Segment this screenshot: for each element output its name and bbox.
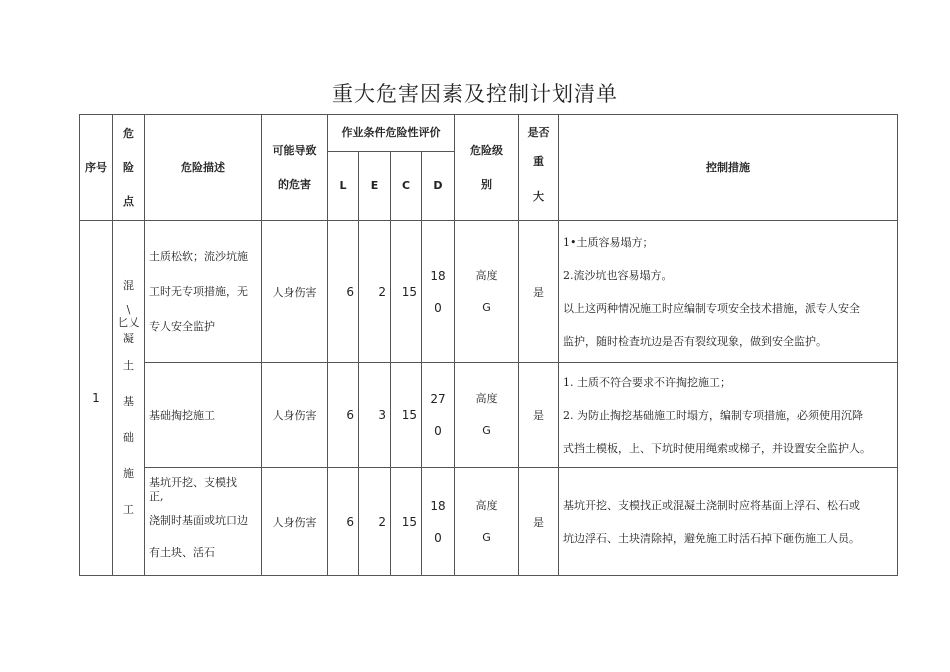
value-E: 3 <box>359 363 391 468</box>
header-seq: 序号 <box>80 115 113 221</box>
value-L: 6 <box>328 363 359 468</box>
header-description: 危险描述 <box>145 115 262 221</box>
control-measures: 基坑开挖、支模找正或混凝土浇制时应将基面上浮石、松石或 坑边浮石、土块清除掉，避免施工时活石掉下砸伤施工人员。 <box>559 468 898 576</box>
possible-harm: 人身伤害 <box>262 468 328 576</box>
control-measures: 1. 土质不符合要求不许掏挖施工； 2. 为防止掏挖基础施工时塌方，编制专项措施，必须使用沉降 式挡土模板，上、下坑时使用绳索或梯子，并设置安全监护人。 <box>559 363 898 468</box>
header-E: E <box>359 152 391 221</box>
row-seq: 1 <box>80 221 113 576</box>
risk-description: 基坑开挖、支模找 正, 浇制时基面或坑口边 有土块、活石 <box>145 468 262 576</box>
value-D: 18 0 <box>422 468 455 576</box>
header-possible-harm: 可能导致 的危害 <box>262 115 328 221</box>
value-D: 27 0 <box>422 363 455 468</box>
is-major: 是 <box>519 363 559 468</box>
value-C: 15 <box>391 468 422 576</box>
header-control-measures: 控制措施 <box>559 115 898 221</box>
header-is-major: 是否 重 大 <box>519 115 559 221</box>
header-C: C <box>391 152 422 221</box>
value-L: 6 <box>328 221 359 363</box>
header-risk-level: 危险级 别 <box>455 115 519 221</box>
risk-level: 高度 G <box>455 363 519 468</box>
header-evaluation: 作业条件危险性评价 <box>328 115 455 152</box>
control-measures: 1•土质容易塌方； 2.流沙坑也容易塌方。 以上这两种情况施工时应编制专项安全技术措施，派专人安全 监护，随时检査坑边是否有裂纹现象，做到安全监护。 <box>559 221 898 363</box>
risk-level: 高度 G <box>455 468 519 576</box>
header-L: L <box>328 152 359 221</box>
value-C: 15 <box>391 221 422 363</box>
risk-description: 土质松软；流沙坑施 工时无专项措施，无 专人安全监护 <box>145 221 262 363</box>
hazard-point-cell: 混 \ 匕乂 凝 土 基 础 施 工 <box>113 221 145 576</box>
possible-harm: 人身伤害 <box>262 363 328 468</box>
hazard-table <box>79 114 898 576</box>
value-D: 18 0 <box>422 221 455 363</box>
header-hazard-point: 危 险 点 <box>113 115 145 221</box>
document-title: 重大危害因素及控制计划清单 <box>332 82 618 106</box>
risk-level: 高度 G <box>455 221 519 363</box>
value-L: 6 <box>328 468 359 576</box>
is-major: 是 <box>519 221 559 363</box>
is-major: 是 <box>519 468 559 576</box>
header-D: D <box>422 152 455 221</box>
value-E: 2 <box>359 221 391 363</box>
risk-description: 基础掏挖施工 <box>145 363 262 468</box>
value-C: 15 <box>391 363 422 468</box>
value-E: 2 <box>359 468 391 576</box>
possible-harm: 人身伤害 <box>262 221 328 363</box>
